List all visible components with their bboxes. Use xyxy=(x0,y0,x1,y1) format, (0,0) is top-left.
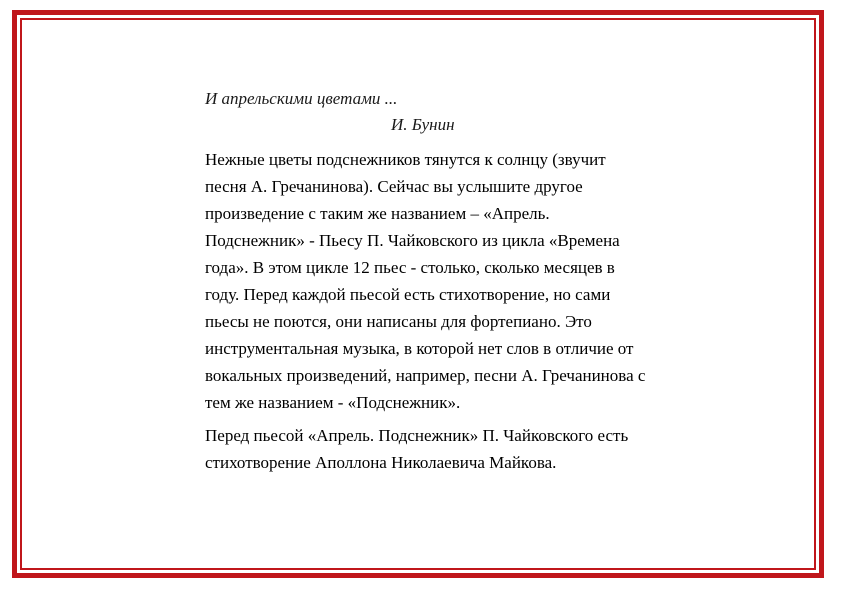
epigraph-quote: И апрельскими цветами ... xyxy=(205,89,398,108)
body-paragraph-1: Нежные цветы подснежников тянутся к солнцу (звучит песня А. Гречанинова). Сейчас вы услышите другое произведение с таким же названием – «Апрель. Подснежник» - Пьесу П. Чайковского из цикла «Времена года». В этом цикле 12 пьес - столько, сколько месяцев в году. Перед каждой пьесой есть стихотворение, но сами пьесы не поются, они написаны для фортепиано. Это инструментальная музыка, в которой нет слов в отличие от вокальных произведений, например, песни А. Гречанинова с тем же названием - «Подснежник». xyxy=(205,150,646,412)
epigraph-author: И. Бунин xyxy=(391,115,455,134)
body-paragraph-2: Перед пьесой «Апрель. Подснежник» П. Чайковского есть стихотворение Аполлона Николаевича Майкова. xyxy=(205,426,629,472)
slide-content xyxy=(205,88,725,476)
